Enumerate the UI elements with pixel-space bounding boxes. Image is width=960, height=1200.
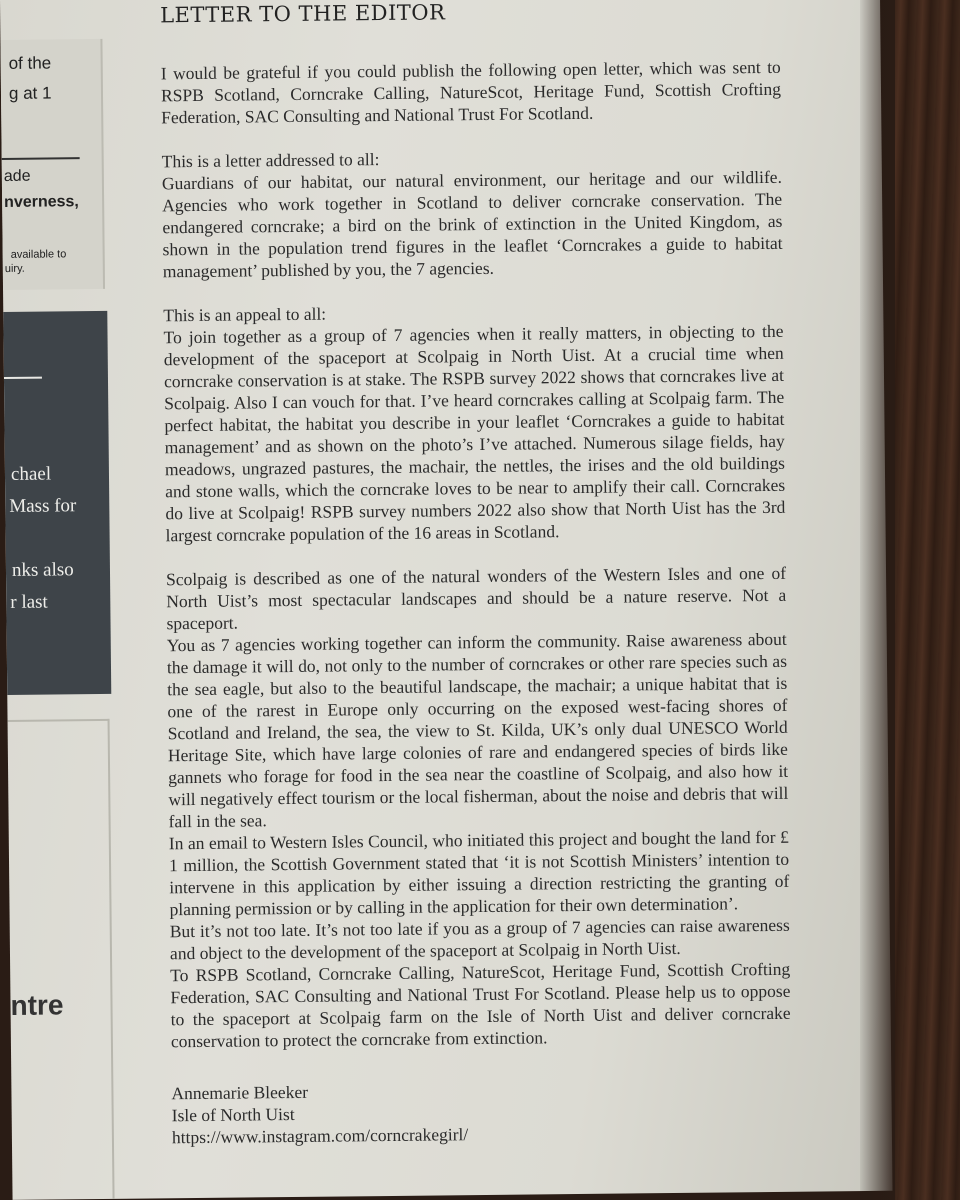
- letter-paragraph: This is a letter addressed to all:: [161, 149, 380, 172]
- letter-paragraph: But it’s not too late. It’s not too late if you as a group of 7 agencies can raise awareness and object to the development of the spaceport at Scolpaig in North Uist.: [169, 914, 790, 964]
- article-headline: LETTER TO THE EDITOR: [160, 0, 446, 28]
- signature-block: [171, 1076, 792, 1148]
- adjacent-text: g at 1: [8, 83, 52, 103]
- divider: [4, 377, 42, 379]
- letter-paragraph: This is an appeal to all:: [163, 303, 327, 326]
- adjacent-text: nks also: [11, 559, 74, 581]
- adjacent-text: r last: [10, 591, 48, 613]
- intro-paragraph: I would be grateful if you could publish the following open letter, which was sent to RSPB Scotland, Corncrake Calling, NatureScot, Heritage Fund, Scottish Crofting Federation, SAC Consulting and National Trust For Scotland.: [160, 56, 782, 128]
- letter-article: [160, 0, 792, 1148]
- adjacent-heading: ntre: [10, 989, 64, 1021]
- adjacent-text: ade: [3, 167, 31, 185]
- adjacent-text: Mass for: [9, 495, 77, 517]
- adjacent-text: nverness,: [4, 193, 79, 211]
- wooden-table-surface: [895, 0, 960, 1200]
- author-url: https://www.instagram.com/corncrakegirl/: [171, 1124, 469, 1148]
- adjacent-text: of the: [8, 53, 52, 73]
- letter-paragraph: To join together as a group of 7 agencies when it really matters, in objecting to the development of the spaceport at Scolpaig in North Uist. At a crucial time when corncrake conservation is at stake. The RSPB survey 2022 shows that corncrakes live at Scolpaig. Also I can vouch for that. I’ve heard corncrakes calling at Scolpaig farm. The perfect habitat, the habitat you describe in your leaflet ‘Corncrakes a guide to habitat management’ and as shown on the photo’s I’ve attached. Numerous silage fields, hay meadows, ungrazed pastures, the machair, the nettles, the irises and the old buildings and stone walls, which the corncrake loves to be near to amplify their call. Corncrakes do live at Scolpaig! RSPB survey numbers 2022 also show that North Uist has the 3rd largest corncrake population of the 16 areas in Scotland.: [163, 320, 786, 546]
- adjacent-text: uiry.: [4, 262, 25, 275]
- author-location: Isle of North Uist: [171, 1103, 295, 1126]
- letter-paragraph: In an email to Western Isles Council, who initiated this project and bought the land for £ 1 million, the Scottish Government stated that ‘it is not Scottish Ministers’ intention to intervene in this application by either issuing a direction restricting the granting of planning permission or by calling in the application for their own determination’.: [168, 826, 790, 920]
- adjacent-text: chael: [10, 463, 52, 485]
- adjacent-box: [0, 39, 105, 290]
- letter-paragraph: To RSPB Scotland, Corncrake Calling, NatureScot, Heritage Fund, Scottish Crofting Federation, SAC Consulting and National Trust For Scotland. Please help us to oppose to the spaceport at Scolpaig farm on the Isle of North Uist and deliver corncrake conservation to protect the corncrake from extinction.: [170, 958, 791, 1052]
- divider: [2, 157, 80, 160]
- author-name: Annemarie Bleeker: [171, 1081, 309, 1104]
- letter-paragraph: Guardians of our habitat, our natural environment, our heritage and our wildlife. Agencies who work together in Scotland to deliver corncrake conservation. The endangered corncrake; a bird on the brink of extinction in the United Kingdom, as shown in the population trend figures in the leaflet ‘Corncrakes a guide to habitat management’ published by you, the 7 agencies.: [161, 166, 783, 282]
- letter-paragraph: You as 7 agencies working together can inform the community. Raise awareness about the damage it will do, not only to the number of corncrakes or other rare species such as the sea eagle, but also to the beautiful landscape, the machair; a unique habitat that is one of the rarest in Europe only occurring on the exposed west-facing shores of Scotland and Ireland, the sea, the view to St. Kilda, UK’s only dual UNESCO World Heritage Site, which have large colonies of rare and endangered species of birds like gannets who forage for food in the sea near the coastline of Scolpaig, and also how it will negatively effect tourism or the local fisherman, about the noise and debris that will fall in the sea.: [166, 628, 789, 832]
- adjacent-column: [0, 0, 117, 1200]
- adjacent-text: available to: [10, 248, 67, 261]
- adjacent-box: [8, 719, 115, 1200]
- adjacent-dark-panel: [3, 311, 111, 695]
- letter-paragraph: Scolpaig is described as one of the natural wonders of the Western Isles and one of North Uist’s most spectacular landscapes and should be a nature reserve. Not a spaceport.: [165, 562, 787, 634]
